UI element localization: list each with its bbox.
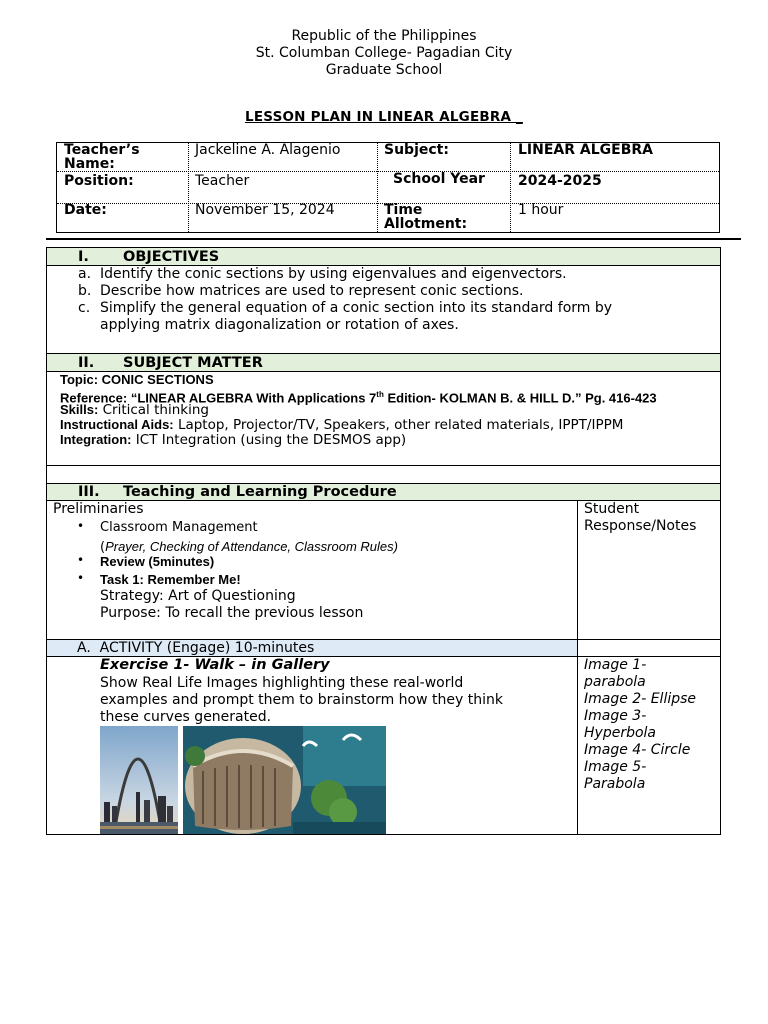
subject-matter-heading: SUBJECT MATTER: [123, 355, 263, 371]
note-line: Image 4- Circle: [584, 742, 691, 758]
teacher-name-value: Jackeline A. Alagenio: [195, 142, 341, 158]
spacer-row: [46, 465, 721, 484]
bullet-classroom-management: Classroom Management: [100, 520, 258, 535]
objectives-heading-bar: [46, 247, 721, 266]
note-line: parabola: [584, 674, 646, 690]
strategy-line: Strategy: Art of Questioning: [100, 588, 296, 604]
instructional-aids-line: Instructional Aids: Laptop, Projector/TV, Speakers, other related materials, IPPT/IPPM: [60, 417, 624, 433]
bullet-review: Review (5minutes): [100, 554, 215, 569]
reference-line: Reference: “LINEAR ALGEBRA With Applications 7th Edition- KOLMAN B. & HILL D.” Pg. 416-423: [60, 390, 657, 406]
note-line: Image 5-: [584, 759, 647, 775]
exercise-desc-3: these curves generated.: [100, 709, 272, 725]
exercise-desc-2: examples and prompt them to brainstorm how they think: [100, 692, 503, 708]
procedure-numeral: III.: [78, 484, 100, 500]
objectives-heading: OBJECTIVES: [123, 249, 220, 265]
procedure-heading: Teaching and Learning Procedure: [123, 484, 397, 500]
objective-marker-c: c.: [78, 300, 91, 316]
objective-c-continued: applying matrix diagonalization or rotation of axes.: [100, 317, 459, 333]
exercise-title: Exercise 1- Walk – in Gallery: [100, 657, 330, 673]
teacher-info-table: [56, 142, 720, 233]
objective-a: Identify the conic sections by using eigenvalues and eigenvectors.: [100, 266, 567, 282]
note-line: Parabola: [584, 776, 646, 792]
section-divider: [46, 238, 741, 240]
notes-header-1: Student: [584, 501, 640, 517]
header-college: St. Columban College- Pagadian City: [255, 45, 513, 61]
objective-c: Simplify the general equation of a conic section into its standard form by: [100, 300, 613, 316]
objectives-numeral: I.: [78, 249, 89, 265]
date-value: November 15, 2024: [195, 202, 335, 218]
bullet-icon: •: [77, 519, 85, 533]
time-allotment-value: 1 hour: [518, 202, 564, 218]
objective-b: Describe how matrices are used to represent conic sections.: [100, 283, 524, 299]
activity-heading: A. ACTIVITY (Engage) 10-minutes: [77, 640, 315, 656]
activity-notes: [584, 657, 696, 793]
note-line: Image 3-: [584, 708, 647, 724]
school-year-value: 2024-2025: [518, 173, 602, 189]
skills-line: Skills: Critical thinking: [60, 402, 209, 418]
school-year-label: School Year: [393, 171, 485, 187]
curved-building-image: [183, 726, 386, 834]
time-allotment-label: Time Allotment:: [384, 202, 468, 232]
position-value: Teacher: [195, 173, 250, 189]
procedure-heading-bar: [46, 483, 721, 501]
date-label: Date:: [64, 202, 107, 218]
page-title: LESSON PLAN IN LINEAR ALGEBRA _: [245, 109, 523, 125]
objective-marker-b: b.: [78, 283, 92, 299]
exercise-desc-1: Show Real Life Images highlighting these real-world: [100, 675, 464, 691]
header-school: Graduate School: [325, 62, 443, 78]
note-line: Image 1-: [584, 657, 647, 673]
topic-line: Topic: CONIC SECTIONS: [60, 372, 214, 387]
activity-notes-divider: [577, 639, 578, 835]
subject-value: LINEAR ALGEBRA: [518, 142, 653, 158]
notes-column-divider: [577, 500, 578, 640]
note-line: Image 2- Ellipse: [584, 691, 697, 707]
teacher-name-label: Teacher’s Name:: [64, 142, 140, 172]
integration-line: Integration: ICT Integration (using the DESMOS app): [60, 432, 407, 448]
subject-matter-heading-bar: [46, 353, 721, 372]
purpose-line: Purpose: To recall the previous lesson: [100, 605, 364, 621]
gateway-arch-image: [100, 726, 178, 834]
notes-header-2: Response/Notes: [584, 518, 697, 534]
subject-label: Subject:: [384, 142, 449, 158]
objective-marker-a: a.: [78, 266, 92, 282]
position-label: Position:: [64, 173, 134, 189]
bullet-icon: •: [77, 553, 85, 567]
bullet-icon: •: [77, 571, 85, 585]
subject-matter-numeral: II.: [78, 355, 95, 371]
note-line: Hyperbola: [584, 725, 656, 741]
preliminaries-label: Preliminaries: [53, 501, 144, 517]
classroom-rules-line: (Prayer, Checking of Attendance, Classroom Rules): [100, 539, 398, 555]
header-republic: Republic of the Philippines: [291, 28, 477, 44]
bullet-task1: Task 1: Remember Me!: [100, 572, 241, 587]
